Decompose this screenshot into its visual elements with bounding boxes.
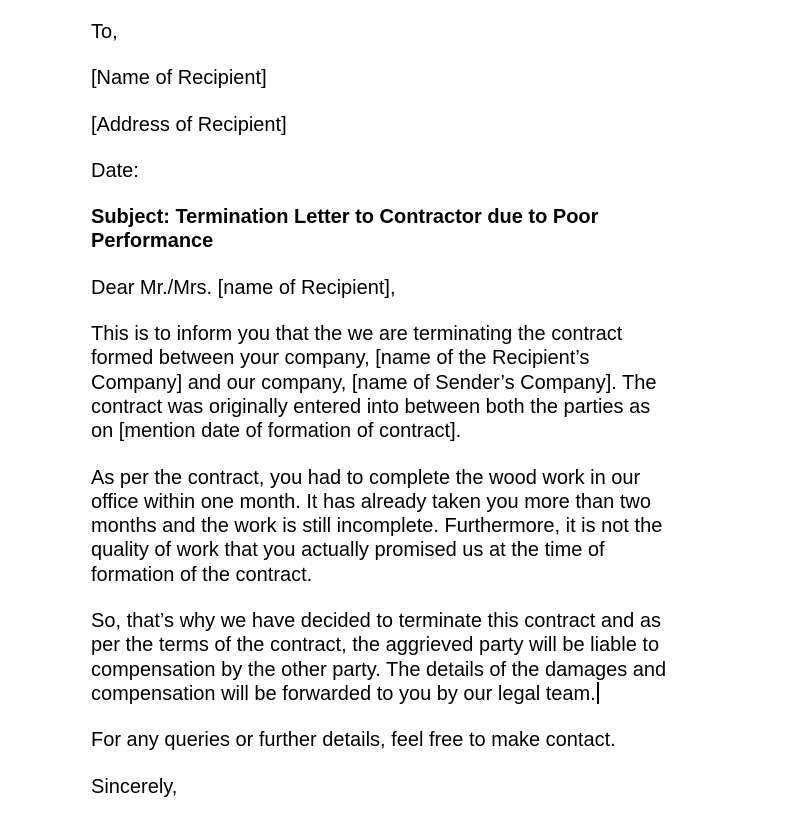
recipient-address: [Address of Recipient] bbox=[91, 113, 287, 136]
paragraph-line: on [mention date of formation of contract]. bbox=[91, 420, 462, 443]
paragraph-line bbox=[91, 682, 791, 706]
paragraph-line: Company] and our company, [name of Sender’s Company]. The bbox=[91, 371, 657, 394]
paragraph-line: This is to inform you that the we are terminating the contract bbox=[91, 323, 623, 346]
paragraph-line: per the terms of the contract, the aggrieved party will be liable to bbox=[91, 634, 660, 657]
paragraph-compensation bbox=[91, 609, 791, 706]
paragraph-termination-notice bbox=[91, 322, 791, 443]
date-line: Date: bbox=[91, 159, 139, 182]
paragraph-line: So, that’s why we have decided to terminate this contract and as bbox=[91, 610, 661, 633]
paragraph-contact: For any queries or further details, feel free to make contact. bbox=[91, 729, 616, 752]
closing: Sincerely, bbox=[91, 775, 178, 798]
subject-line-1: Subject: Termination Letter to Contractor due to Poor bbox=[91, 206, 599, 229]
recipient-name: [Name of Recipient] bbox=[91, 67, 267, 90]
paragraph-line: formed between your company, [name of the Recipient’s bbox=[91, 347, 590, 370]
letter-document[interactable] bbox=[91, 20, 791, 821]
subject-line-2: Performance bbox=[91, 230, 214, 253]
salutation: Dear Mr./Mrs. [name of Recipient], bbox=[91, 276, 396, 299]
paragraph-line: As per the contract, you had to complete the wood work in our bbox=[91, 466, 641, 489]
paragraph-line: contract was originally entered into between both the parties as bbox=[91, 395, 651, 418]
paragraph-line: formation of the contract. bbox=[91, 563, 313, 586]
paragraph-line: office within one month. It has already taken you more than two bbox=[91, 490, 651, 513]
paragraph-reason bbox=[91, 466, 791, 587]
paragraph-line: months and the work is still incomplete. Furthermore, it is not the bbox=[91, 515, 663, 538]
paragraph-line: quality of work that you actually promised us at the time of bbox=[91, 539, 605, 562]
text-cursor bbox=[597, 682, 599, 704]
subject-line bbox=[91, 205, 791, 254]
paragraph-line-text: compensation will be forwarded to you by our legal team. bbox=[91, 682, 596, 705]
paragraph-line: compensation by the other party. The details of the damages and bbox=[91, 658, 667, 681]
to-line: To, bbox=[91, 21, 118, 43]
